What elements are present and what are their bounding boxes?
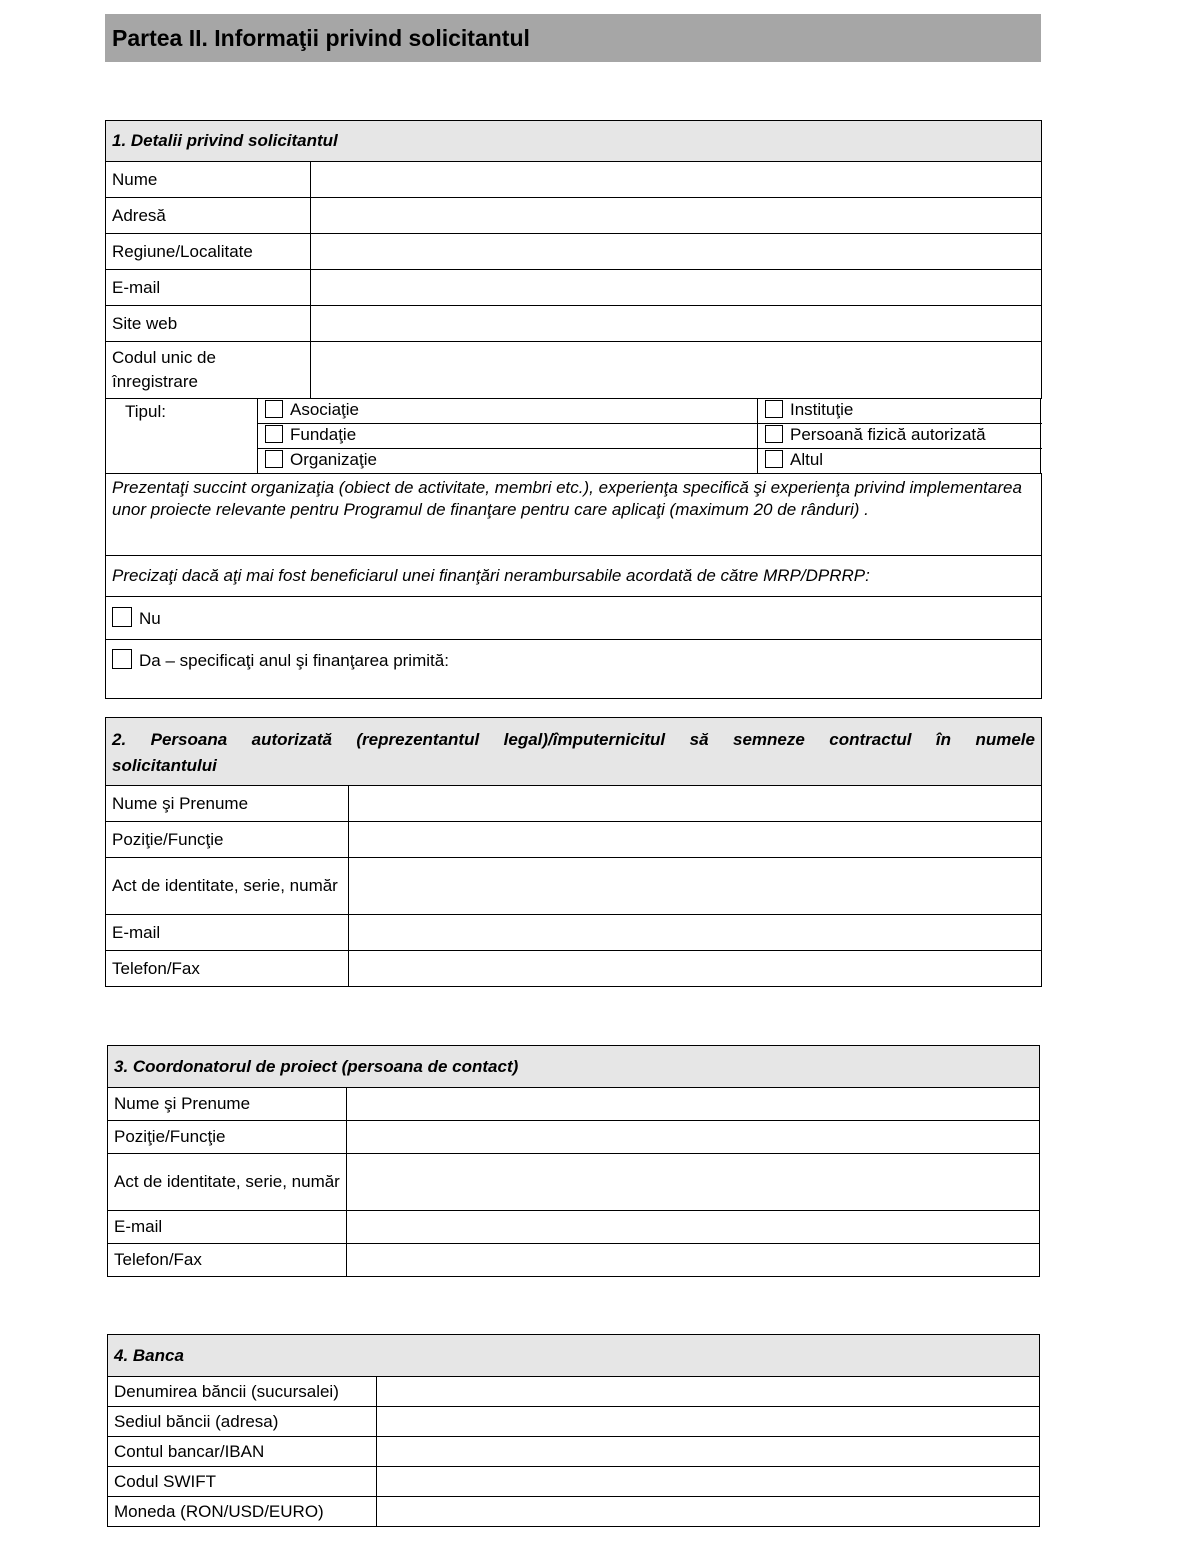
option-label: Organizaţie: [290, 450, 377, 469]
option-organizatie[interactable]: [265, 450, 377, 470]
section-2-title: [106, 718, 1042, 786]
section-2-table: [105, 717, 1042, 987]
field-label-email: E-mail: [106, 915, 349, 951]
field-label-cod-unic: [106, 342, 311, 399]
coord-telefon-input[interactable]: [347, 1244, 1040, 1277]
field-label-telefon: Telefon/Fax: [108, 1244, 347, 1277]
site-web-input[interactable]: [311, 306, 1042, 342]
divider: [258, 448, 1042, 449]
divider: [258, 398, 1042, 399]
banca-swift-input[interactable]: [377, 1467, 1040, 1497]
option-label: Persoană fizică autorizată: [790, 425, 986, 444]
banca-moneda-input[interactable]: [377, 1497, 1040, 1527]
coord-act-input[interactable]: [347, 1154, 1040, 1211]
email-input[interactable]: [311, 270, 1042, 306]
field-label-nume: Nume: [106, 162, 311, 198]
section-4-title: 4. Banca: [108, 1335, 1040, 1377]
tipul-grid: [257, 398, 1041, 474]
field-label-telefon: Telefon/Fax: [106, 951, 349, 987]
checkbox-da[interactable]: [112, 649, 132, 669]
prezentati-text: Prezentaţi succint organizaţia (obiect de activitate, membri etc.), experienţa specifică şi experienţa privind implementarea unor proiecte relevante pentru Programul de finanţare pentru care aplicaţi (maximum 20 de rânduri) .: [106, 474, 1042, 556]
checkbox-pfa[interactable]: [765, 425, 783, 443]
field-label-pozitie: Poziţie/Funcţie: [108, 1121, 347, 1154]
field-label-site-web: Site web: [106, 306, 311, 342]
option-asociatie[interactable]: [265, 400, 359, 420]
option-fundatie[interactable]: [265, 425, 356, 445]
option-da-label: Da – specificaţi anul şi finanţarea primită:: [139, 651, 449, 670]
regiune-input[interactable]: [311, 234, 1042, 270]
checkbox-asociatie[interactable]: [265, 400, 283, 418]
section-2-title-line2: solicitantului: [112, 756, 217, 775]
section-3-title: 3. Coordonatorul de proiect (persoana de contact): [108, 1046, 1040, 1088]
field-label-email: E-mail: [106, 270, 311, 306]
rep-telefon-input[interactable]: [349, 951, 1042, 987]
precizati-text: Precizaţi dacă aţi mai fost beneficiarul unei finanţări nerambursabile acordată de către MRP/DPRRP:: [106, 556, 1042, 597]
option-label: Instituţie: [790, 400, 854, 419]
option-altul[interactable]: [765, 450, 823, 470]
section-2-title-line1: 2. Persoana autorizată (reprezentantul legal)/împuternicitul să semneze contractul în numele: [112, 730, 1035, 749]
cod-unic-input[interactable]: [311, 342, 1042, 399]
field-label-iban: Contul bancar/IBAN: [108, 1437, 377, 1467]
coord-email-input[interactable]: [347, 1211, 1040, 1244]
tipul-block: [105, 398, 1041, 474]
banca-sediu-input[interactable]: [377, 1407, 1040, 1437]
field-label-nume-prenume: Nume şi Prenume: [106, 786, 349, 822]
field-label-act-identitate: Act de identitate, serie, număr: [108, 1154, 347, 1211]
option-institutie[interactable]: [765, 400, 853, 420]
rep-act-input[interactable]: [349, 858, 1042, 915]
option-nu-label: Nu: [139, 609, 161, 628]
divider: [757, 398, 758, 474]
section-1-extra-table: [105, 473, 1042, 699]
page-title: Partea II. Informaţii privind solicitantul: [105, 14, 1041, 62]
checkbox-fundatie[interactable]: [265, 425, 283, 443]
divider: [258, 423, 1042, 424]
checkbox-institutie[interactable]: [765, 400, 783, 418]
rep-email-input[interactable]: [349, 915, 1042, 951]
field-label-swift: Codul SWIFT: [108, 1467, 377, 1497]
field-label-regiune: Regiune/Localitate: [106, 234, 311, 270]
field-label-adresa: Adresă: [106, 198, 311, 234]
field-label-pozitie: Poziţie/Funcţie: [106, 822, 349, 858]
field-label-nume-prenume: Nume şi Prenume: [108, 1088, 347, 1121]
coord-nume-input[interactable]: [347, 1088, 1040, 1121]
checkbox-altul[interactable]: [765, 450, 783, 468]
rep-nume-input[interactable]: [349, 786, 1042, 822]
nume-input[interactable]: [311, 162, 1042, 198]
field-label-sediu-banca: Sediul băncii (adresa): [108, 1407, 377, 1437]
cod-unic-text: Codul unic de înregistrare: [112, 348, 216, 391]
section-3-table: [107, 1045, 1040, 1277]
section-1-title: 1. Detalii privind solicitantul: [106, 121, 1042, 162]
field-label-act-identitate: Act de identitate, serie, număr: [106, 858, 349, 915]
option-pfa[interactable]: [765, 425, 986, 445]
option-da[interactable]: [106, 640, 1042, 699]
banca-iban-input[interactable]: [377, 1437, 1040, 1467]
field-label-email: E-mail: [108, 1211, 347, 1244]
tipul-label: Tipul:: [125, 402, 166, 421]
section-4-table: [107, 1334, 1040, 1527]
field-label-denumire-banca: Denumirea băncii (sucursalei): [108, 1377, 377, 1407]
checkbox-organizatie[interactable]: [265, 450, 283, 468]
option-label: Altul: [790, 450, 824, 469]
adresa-input[interactable]: [311, 198, 1042, 234]
field-label-moneda: Moneda (RON/USD/EURO): [108, 1497, 377, 1527]
section-1-table: [105, 120, 1042, 399]
coord-pozitie-input[interactable]: [347, 1121, 1040, 1154]
option-nu[interactable]: [106, 597, 1042, 640]
checkbox-nu[interactable]: [112, 607, 132, 627]
option-label: Fundaţie: [290, 425, 357, 444]
banca-denumire-input[interactable]: [377, 1377, 1040, 1407]
rep-pozitie-input[interactable]: [349, 822, 1042, 858]
option-label: Asociaţie: [290, 400, 359, 419]
